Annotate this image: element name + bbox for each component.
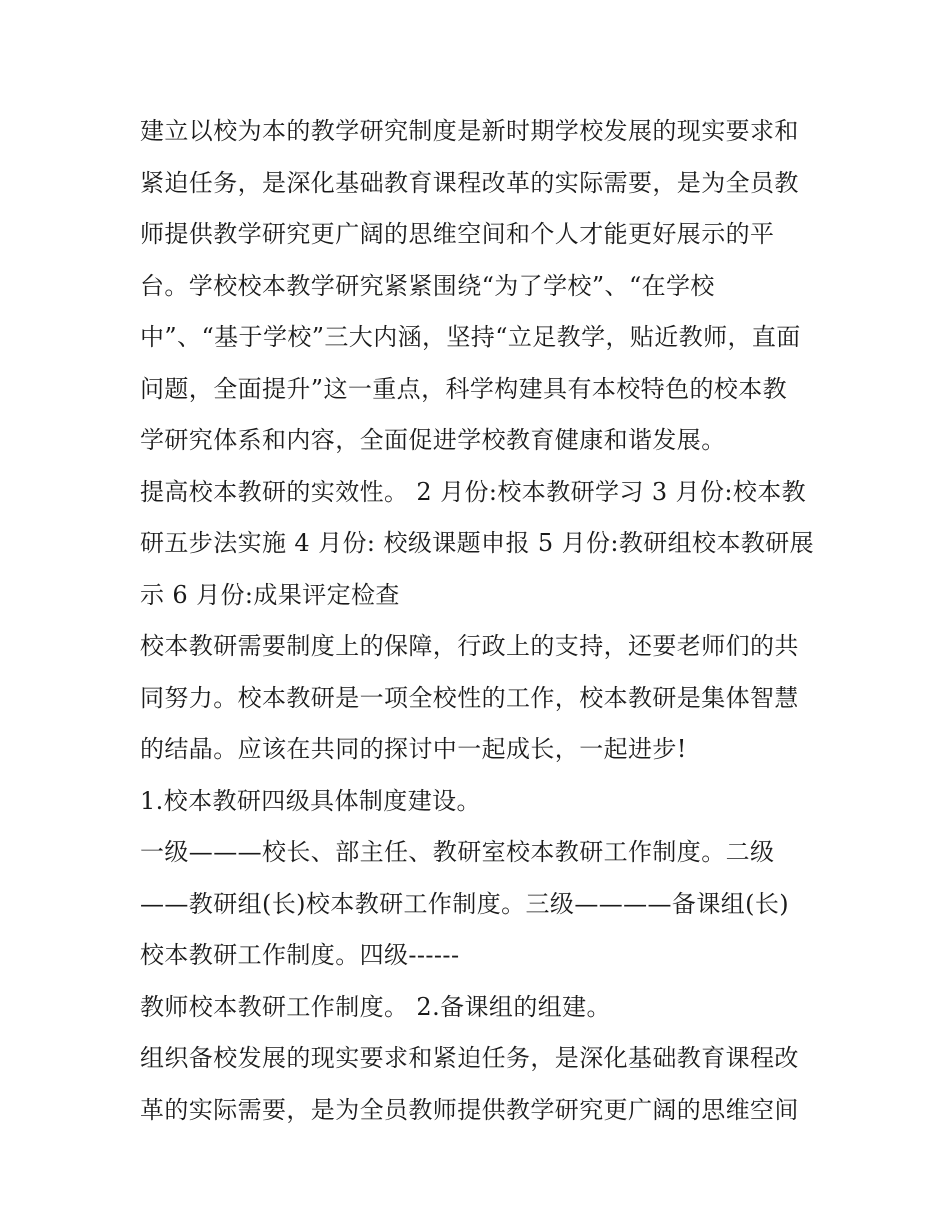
text-line: 校本教研工作制度。四级------ xyxy=(140,941,460,969)
body-text xyxy=(140,106,830,1136)
text-line: 学研究体系和内容，全面促进学校教育健康和谐发展。 xyxy=(140,426,726,454)
text-line: 紧迫任务，是深化基础教育课程改革的实际需要，是为全员教 xyxy=(140,168,799,197)
text-line: 同努力。校本教研是一项全校性的工作，校本教研是集体智慧 xyxy=(140,683,799,712)
text-line: 教师校本教研工作制度。 2.备课组的组建。 xyxy=(140,992,611,1021)
text-line: 提高校本教研的实效性。 2 月份:校本教研学习 3 月份:校本教 xyxy=(140,477,807,506)
text-line: 的结晶。应该在共同的探讨中一起成长，一起进步! xyxy=(140,735,687,763)
text-line: 校本教研需要制度上的保障，行政上的支持，还要老师们的共 xyxy=(140,632,799,660)
text-line: 研五步法实施 4 月份: 校级课题申报 5 月份:教研组校本教研展 xyxy=(140,529,815,557)
text-line: 革的实际需要，是为全员教师提供教学研究更广阔的思维空间 xyxy=(140,1095,799,1124)
text-line: 组织备校发展的现实要求和紧迫任务，是深化基础教育课程改 xyxy=(140,1044,799,1072)
text-line: 建立以校为本的教学研究制度是新时期学校发展的现实要求和 xyxy=(140,117,799,145)
text-line: 台。学校校本教学研究紧紧围绕“为了学校”、“在学校 xyxy=(140,271,715,300)
text-line: 师提供教学研究更广阔的思维空间和个人才能更好展示的平 xyxy=(140,220,775,248)
text-line: 一级———校长、部主任、教研室校本教研工作制度。二级 xyxy=(140,838,775,866)
text-line: 中”、“基于学校”三大内涵，坚持“立足教学，贴近教师，直面 xyxy=(140,323,801,351)
text-line: 示 6 月份:成果评定检查 xyxy=(140,580,400,609)
text-line: ——教研组(长)校本教研工作制度。三级————备课组(长) xyxy=(140,889,790,918)
text-line: 1.校本教研四级具体制度建设。 xyxy=(140,786,481,815)
text-line: 问题，全面提升”这一重点，科学构建具有本校特色的校本教 xyxy=(140,374,788,403)
